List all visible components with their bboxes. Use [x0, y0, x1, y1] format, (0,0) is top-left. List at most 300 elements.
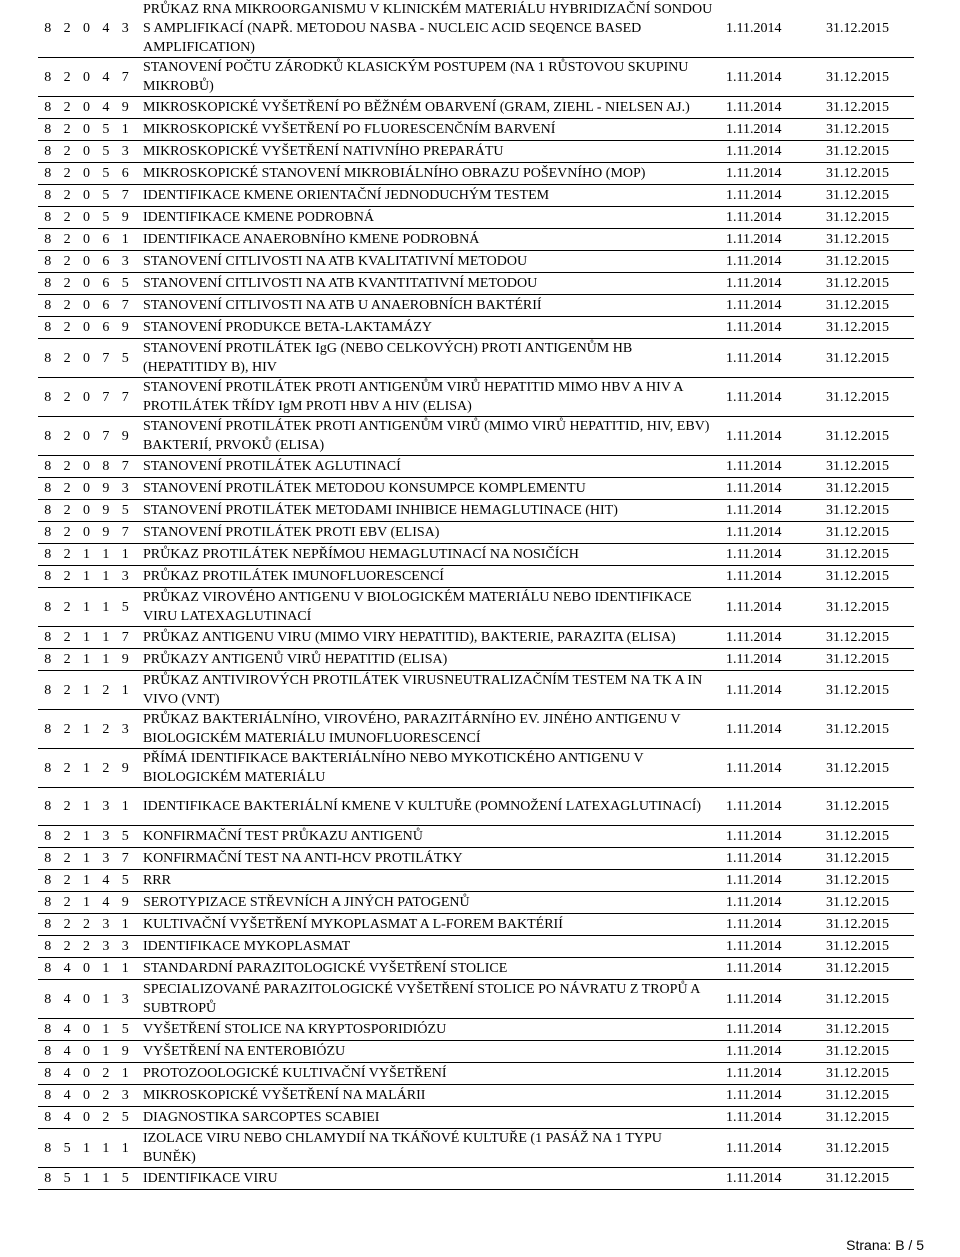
valid-to-date: 31.12.2015 [820, 378, 914, 417]
valid-from-date: 1.11.2014 [724, 1129, 820, 1168]
code-digit: 2 [96, 671, 115, 710]
table-row [38, 749, 914, 788]
code-digit: 4 [96, 870, 115, 892]
valid-from-date: 1.11.2014 [724, 58, 820, 97]
code-digit: 1 [77, 710, 96, 749]
table-row [38, 544, 914, 566]
valid-from-date: 1.11.2014 [724, 870, 820, 892]
code-digit: 2 [57, 870, 76, 892]
code-digit: 4 [96, 892, 115, 914]
code-digit: 2 [77, 936, 96, 958]
valid-from-date: 1.11.2014 [724, 339, 820, 378]
code-digit: 3 [116, 980, 135, 1019]
procedure-name: STANOVENÍ PROTILÁTEK METODAMI INHIBICE HEMAGLUTINACE (HIT) [135, 500, 724, 522]
code-digit: 5 [96, 163, 115, 185]
valid-from-date: 1.11.2014 [724, 417, 820, 456]
procedure-name: IZOLACE VIRU NEBO CHLAMYDIÍ NA TKÁŇOVÉ KULTUŘE (1 PASÁŽ NA 1 TYPU BUNĚK) [135, 1129, 724, 1168]
code-digit: 3 [96, 914, 115, 936]
procedure-name: STANOVENÍ PROTILÁTEK PROTI ANTIGENŮM VIRŮ (MIMO VIRŮ HEPATITID, HIV, EBV) BAKTERIÍ, PRVOKŮ (ELISA) [135, 417, 724, 456]
code-digit: 2 [57, 848, 76, 870]
code-digit: 0 [77, 478, 96, 500]
code-digit: 1 [116, 229, 135, 251]
code-digit: 8 [38, 649, 57, 671]
code-digit: 0 [77, 417, 96, 456]
code-digit: 1 [77, 649, 96, 671]
code-digit: 1 [77, 892, 96, 914]
valid-from-date: 1.11.2014 [724, 456, 820, 478]
code-digit: 3 [116, 936, 135, 958]
code-digit: 3 [116, 141, 135, 163]
table-row [38, 185, 914, 207]
code-digit: 1 [77, 544, 96, 566]
procedure-name: IDENTIFIKACE BAKTERIÁLNÍ KMENE V KULTUŘE (POMNOŽENÍ LATEXAGLUTINACÍ) [135, 788, 724, 826]
valid-from-date: 1.11.2014 [724, 97, 820, 119]
procedure-name: STANOVENÍ CITLIVOSTI NA ATB KVANTITATIVNÍ METODOU [135, 273, 724, 295]
valid-to-date: 31.12.2015 [820, 317, 914, 339]
code-digit: 5 [116, 339, 135, 378]
valid-from-date: 1.11.2014 [724, 788, 820, 826]
code-digit: 7 [116, 522, 135, 544]
table-row [38, 870, 914, 892]
code-digit: 0 [77, 1107, 96, 1129]
table-row [38, 251, 914, 273]
procedure-name: STANOVENÍ CITLIVOSTI NA ATB KVALITATIVNÍ METODOU [135, 251, 724, 273]
valid-from-date: 1.11.2014 [724, 522, 820, 544]
valid-to-date: 31.12.2015 [820, 892, 914, 914]
code-digit: 8 [38, 229, 57, 251]
valid-to-date: 31.12.2015 [820, 163, 914, 185]
table-row [38, 456, 914, 478]
valid-from-date: 1.11.2014 [724, 295, 820, 317]
procedure-name: MIKROSKOPICKÉ STANOVENÍ MIKROBIÁLNÍHO OBRAZU POŠEVNÍHO (MOP) [135, 163, 724, 185]
code-digit: 2 [96, 1107, 115, 1129]
valid-to-date: 31.12.2015 [820, 627, 914, 649]
code-digit: 6 [96, 295, 115, 317]
valid-to-date: 31.12.2015 [820, 97, 914, 119]
code-digit: 1 [77, 566, 96, 588]
procedure-name: MIKROSKOPICKÉ VYŠETŘENÍ PO BĚŽNÉM OBARVENÍ (GRAM, ZIEHL - NIELSEN AJ.) [135, 97, 724, 119]
code-digit: 1 [77, 627, 96, 649]
table-row [38, 788, 914, 826]
code-digit: 1 [96, 958, 115, 980]
code-digit: 0 [77, 522, 96, 544]
valid-from-date: 1.11.2014 [724, 207, 820, 229]
code-digit: 4 [57, 1085, 76, 1107]
code-digit: 8 [38, 588, 57, 627]
valid-to-date: 31.12.2015 [820, 870, 914, 892]
code-digit: 8 [96, 456, 115, 478]
valid-from-date: 1.11.2014 [724, 1019, 820, 1041]
procedure-name: MIKROSKOPICKÉ VYŠETŘENÍ NATIVNÍHO PREPARÁTU [135, 141, 724, 163]
code-digit: 4 [96, 97, 115, 119]
code-digit: 9 [96, 522, 115, 544]
code-digit: 2 [57, 295, 76, 317]
table-row [38, 58, 914, 97]
code-digit: 2 [57, 522, 76, 544]
code-digit: 2 [57, 119, 76, 141]
code-digit: 1 [116, 671, 135, 710]
code-digit: 6 [96, 317, 115, 339]
procedure-name: KONFIRMAČNÍ TEST PRŮKAZU ANTIGENŮ [135, 826, 724, 848]
table-row [38, 671, 914, 710]
code-digit: 2 [57, 566, 76, 588]
procedure-name: STANOVENÍ PRODUKCE BETA-LAKTAMÁZY [135, 317, 724, 339]
valid-to-date: 31.12.2015 [820, 544, 914, 566]
code-digit: 7 [116, 185, 135, 207]
code-digit: 2 [57, 500, 76, 522]
code-digit: 1 [116, 1129, 135, 1168]
code-digit: 9 [116, 749, 135, 788]
code-digit: 1 [77, 671, 96, 710]
procedure-name: STANOVENÍ PROTILÁTEK IgG (NEBO CELKOVÝCH) PROTI ANTIGENŮM HB (HEPATITIDY B), HIV [135, 339, 724, 378]
procedure-name: DIAGNOSTIKA SARCOPTES SCABIEI [135, 1107, 724, 1129]
table-row [38, 1085, 914, 1107]
procedure-name: IDENTIFIKACE KMENE PODROBNÁ [135, 207, 724, 229]
valid-from-date: 1.11.2014 [724, 710, 820, 749]
code-digit: 1 [96, 1041, 115, 1063]
code-digit: 7 [116, 378, 135, 417]
procedure-name: PRŮKAZY ANTIGENŮ VIRŮ HEPATITID (ELISA) [135, 649, 724, 671]
code-digit: 1 [116, 958, 135, 980]
valid-from-date: 1.11.2014 [724, 141, 820, 163]
code-digit: 2 [57, 892, 76, 914]
table-row [38, 848, 914, 870]
procedure-name: PRŮKAZ BAKTERIÁLNÍHO, VIROVÉHO, PARAZITÁRNÍHO EV. JINÉHO ANTIGENU V BIOLOGICKÉM MATERIÁLU IMUNOFLUORESCENCÍ [135, 710, 724, 749]
code-digit: 9 [116, 649, 135, 671]
code-digit: 2 [96, 1063, 115, 1085]
code-digit: 2 [96, 749, 115, 788]
table-row [38, 627, 914, 649]
code-digit: 7 [116, 848, 135, 870]
code-digit: 8 [38, 295, 57, 317]
code-digit: 9 [116, 417, 135, 456]
valid-to-date: 31.12.2015 [820, 826, 914, 848]
valid-from-date: 1.11.2014 [724, 1041, 820, 1063]
code-digit: 0 [77, 273, 96, 295]
valid-to-date: 31.12.2015 [820, 1063, 914, 1085]
code-digit: 0 [77, 163, 96, 185]
code-digit: 3 [116, 566, 135, 588]
code-digit: 0 [77, 58, 96, 97]
code-digit: 2 [57, 544, 76, 566]
code-digit: 1 [77, 588, 96, 627]
code-digit: 5 [96, 207, 115, 229]
valid-to-date: 31.12.2015 [820, 58, 914, 97]
code-digit: 0 [77, 229, 96, 251]
code-digit: 0 [77, 141, 96, 163]
code-digit: 0 [77, 500, 96, 522]
code-digit: 2 [57, 163, 76, 185]
code-digit: 2 [57, 936, 76, 958]
code-digit: 8 [38, 671, 57, 710]
valid-from-date: 1.11.2014 [724, 185, 820, 207]
code-digit: 1 [77, 788, 96, 826]
valid-to-date: 31.12.2015 [820, 339, 914, 378]
code-digit: 2 [57, 710, 76, 749]
page-footer [846, 1237, 924, 1253]
procedure-name: PRŮKAZ RNA MIKROORGANISMU V KLINICKÉM MATERIÁLU HYBRIDIZAČNÍ SONDOU S AMPLIFIKACÍ (NAPŘ. METODOU NASBA - NUCLEIC ACID SEQENCE BASED AMPLIFICATION) [135, 0, 724, 58]
valid-to-date: 31.12.2015 [820, 710, 914, 749]
code-digit: 0 [77, 119, 96, 141]
table-row [38, 914, 914, 936]
valid-to-date: 31.12.2015 [820, 522, 914, 544]
valid-to-date: 31.12.2015 [820, 478, 914, 500]
table-row [38, 1063, 914, 1085]
procedure-name: MIKROSKOPICKÉ VYŠETŘENÍ PO FLUORESCENČNÍM BARVENÍ [135, 119, 724, 141]
table-row [38, 710, 914, 749]
procedure-name: IDENTIFIKACE KMENE ORIENTAČNÍ JEDNODUCHÝM TESTEM [135, 185, 724, 207]
valid-to-date: 31.12.2015 [820, 649, 914, 671]
code-digit: 8 [38, 710, 57, 749]
procedure-name: IDENTIFIKACE VIRU [135, 1168, 724, 1190]
code-digit: 3 [116, 1085, 135, 1107]
code-digit: 8 [38, 566, 57, 588]
procedure-name: STANOVENÍ CITLIVOSTI NA ATB U ANAEROBNÍCH BAKTÉRIÍ [135, 295, 724, 317]
code-digit: 2 [57, 58, 76, 97]
procedure-name: PŘÍMÁ IDENTIFIKACE BAKTERIÁLNÍHO NEBO MYKOTICKÉHO ANTIGENU V BIOLOGICKÉM MATERIÁLU [135, 749, 724, 788]
valid-from-date: 1.11.2014 [724, 627, 820, 649]
code-digit: 5 [96, 185, 115, 207]
table-row [38, 378, 914, 417]
code-digit: 3 [116, 478, 135, 500]
code-digit: 1 [116, 1063, 135, 1085]
valid-to-date: 31.12.2015 [820, 500, 914, 522]
code-digit: 2 [57, 141, 76, 163]
code-digit: 6 [96, 251, 115, 273]
code-digit: 4 [57, 1063, 76, 1085]
code-digit: 8 [38, 185, 57, 207]
code-digit: 8 [38, 870, 57, 892]
table-row [38, 566, 914, 588]
valid-to-date: 31.12.2015 [820, 119, 914, 141]
valid-from-date: 1.11.2014 [724, 749, 820, 788]
code-digit: 3 [96, 936, 115, 958]
code-digit: 2 [96, 710, 115, 749]
code-digit: 4 [57, 1019, 76, 1041]
code-digit: 7 [96, 417, 115, 456]
code-digit: 8 [38, 522, 57, 544]
code-digit: 8 [38, 1129, 57, 1168]
page-number-label: Strana: B / 5 [846, 1237, 924, 1253]
code-digit: 0 [77, 339, 96, 378]
code-digit: 8 [38, 980, 57, 1019]
code-digit: 2 [57, 378, 76, 417]
code-digit: 5 [57, 1168, 76, 1190]
valid-to-date: 31.12.2015 [820, 141, 914, 163]
table-row [38, 141, 914, 163]
code-digit: 0 [77, 958, 96, 980]
code-digit: 1 [96, 649, 115, 671]
code-digit: 2 [57, 273, 76, 295]
code-digit: 0 [77, 0, 96, 58]
procedure-name: PROTOZOOLOGICKÉ KULTIVAČNÍ VYŠETŘENÍ [135, 1063, 724, 1085]
code-digit: 9 [96, 500, 115, 522]
code-digit: 5 [116, 1168, 135, 1190]
code-digit: 5 [116, 1019, 135, 1041]
code-digit: 8 [38, 97, 57, 119]
code-digit: 3 [116, 710, 135, 749]
code-digit: 8 [38, 1107, 57, 1129]
procedure-code-table [38, 0, 914, 1190]
valid-to-date: 31.12.2015 [820, 1019, 914, 1041]
valid-from-date: 1.11.2014 [724, 478, 820, 500]
code-digit: 8 [38, 826, 57, 848]
code-digit: 3 [96, 826, 115, 848]
valid-from-date: 1.11.2014 [724, 119, 820, 141]
table-row [38, 826, 914, 848]
code-digit: 8 [38, 1041, 57, 1063]
procedure-name: STANDARDNÍ PARAZITOLOGICKÉ VYŠETŘENÍ STOLICE [135, 958, 724, 980]
valid-from-date: 1.11.2014 [724, 317, 820, 339]
code-digit: 2 [57, 0, 76, 58]
code-digit: 8 [38, 1019, 57, 1041]
valid-to-date: 31.12.2015 [820, 1107, 914, 1129]
valid-from-date: 1.11.2014 [724, 1168, 820, 1190]
valid-to-date: 31.12.2015 [820, 749, 914, 788]
code-digit: 8 [38, 1085, 57, 1107]
table-row [38, 958, 914, 980]
valid-to-date: 31.12.2015 [820, 1085, 914, 1107]
procedure-name: IDENTIFIKACE ANAEROBNÍHO KMENE PODROBNÁ [135, 229, 724, 251]
code-digit: 8 [38, 456, 57, 478]
procedure-name: SPECIALIZOVANÉ PARAZITOLOGICKÉ VYŠETŘENÍ STOLICE PO NÁVRATU Z TROPŮ A SUBTROPŮ [135, 980, 724, 1019]
code-digit: 7 [116, 58, 135, 97]
code-digit: 2 [57, 671, 76, 710]
valid-to-date: 31.12.2015 [820, 566, 914, 588]
procedure-name: PRŮKAZ ANTIVIROVÝCH PROTILÁTEK VIRUSNEUTRALIZAČNÍM TESTEM NA TK A IN VIVO (VNT) [135, 671, 724, 710]
code-digit: 1 [96, 980, 115, 1019]
code-digit: 4 [57, 1041, 76, 1063]
code-digit: 2 [57, 417, 76, 456]
valid-to-date: 31.12.2015 [820, 788, 914, 826]
code-digit: 3 [116, 251, 135, 273]
procedure-name: STANOVENÍ POČTU ZÁRODKŮ KLASICKÝM POSTUPEM (NA 1 RŮSTOVOU SKUPINU MIKROBŮ) [135, 58, 724, 97]
code-digit: 2 [57, 317, 76, 339]
table-row [38, 295, 914, 317]
code-digit: 8 [38, 119, 57, 141]
code-digit: 5 [116, 273, 135, 295]
code-digit: 8 [38, 207, 57, 229]
code-digit: 2 [57, 339, 76, 378]
valid-to-date: 31.12.2015 [820, 588, 914, 627]
code-table-sheet [38, 0, 914, 1190]
valid-to-date: 31.12.2015 [820, 958, 914, 980]
valid-to-date: 31.12.2015 [820, 936, 914, 958]
table-row [38, 649, 914, 671]
code-digit: 1 [96, 588, 115, 627]
table-row [38, 588, 914, 627]
code-digit: 7 [116, 456, 135, 478]
code-digit: 1 [96, 544, 115, 566]
table-row [38, 522, 914, 544]
valid-to-date: 31.12.2015 [820, 848, 914, 870]
code-digit: 1 [116, 788, 135, 826]
code-digit: 6 [96, 229, 115, 251]
procedure-name: SEROTYPIZACE STŘEVNÍCH A JINÝCH PATOGENŮ [135, 892, 724, 914]
valid-to-date: 31.12.2015 [820, 185, 914, 207]
code-digit: 8 [38, 788, 57, 826]
code-digit: 2 [77, 914, 96, 936]
code-digit: 7 [116, 627, 135, 649]
code-digit: 5 [57, 1129, 76, 1168]
valid-from-date: 1.11.2014 [724, 936, 820, 958]
table-row [38, 1129, 914, 1168]
procedure-name: RRR [135, 870, 724, 892]
table-row [38, 163, 914, 185]
code-digit: 1 [77, 1129, 96, 1168]
code-digit: 1 [77, 1168, 96, 1190]
code-digit: 0 [77, 1063, 96, 1085]
procedure-name: VYŠETŘENÍ NA ENTEROBIÓZU [135, 1041, 724, 1063]
procedure-name: KULTIVAČNÍ VYŠETŘENÍ MYKOPLASMAT A L-FOREM BAKTÉRIÍ [135, 914, 724, 936]
code-digit: 5 [116, 826, 135, 848]
procedure-name: PRŮKAZ PROTILÁTEK NEPŘÍMOU HEMAGLUTINACÍ NA NOSIČÍCH [135, 544, 724, 566]
valid-to-date: 31.12.2015 [820, 1168, 914, 1190]
code-digit: 4 [57, 1107, 76, 1129]
valid-to-date: 31.12.2015 [820, 671, 914, 710]
code-digit: 2 [57, 914, 76, 936]
table-row [38, 229, 914, 251]
table-row [38, 1107, 914, 1129]
code-digit: 8 [38, 749, 57, 788]
code-digit: 2 [57, 788, 76, 826]
table-row [38, 1168, 914, 1190]
code-digit: 1 [77, 826, 96, 848]
code-digit: 8 [38, 627, 57, 649]
code-digit: 4 [96, 58, 115, 97]
code-digit: 8 [38, 58, 57, 97]
table-row [38, 936, 914, 958]
code-digit: 1 [116, 544, 135, 566]
table-row [38, 478, 914, 500]
valid-to-date: 31.12.2015 [820, 251, 914, 273]
table-row [38, 119, 914, 141]
valid-from-date: 1.11.2014 [724, 500, 820, 522]
valid-from-date: 1.11.2014 [724, 588, 820, 627]
procedure-name: KONFIRMAČNÍ TEST NA ANTI-HCV PROTILÁTKY [135, 848, 724, 870]
valid-to-date: 31.12.2015 [820, 1041, 914, 1063]
table-row [38, 273, 914, 295]
procedure-name: STANOVENÍ PROTILÁTEK AGLUTINACÍ [135, 456, 724, 478]
procedure-name: STANOVENÍ PROTILÁTEK METODOU KONSUMPCE KOMPLEMENTU [135, 478, 724, 500]
valid-from-date: 1.11.2014 [724, 0, 820, 58]
code-digit: 1 [96, 1019, 115, 1041]
code-digit: 0 [77, 1019, 96, 1041]
code-digit: 7 [96, 339, 115, 378]
code-digit: 0 [77, 251, 96, 273]
code-digit: 1 [77, 749, 96, 788]
code-digit: 1 [116, 119, 135, 141]
procedure-name: MIKROSKOPICKÉ VYŠETŘENÍ NA MALÁRII [135, 1085, 724, 1107]
code-digit: 1 [96, 566, 115, 588]
code-digit: 0 [77, 317, 96, 339]
code-digit: 8 [38, 141, 57, 163]
table-row [38, 1019, 914, 1041]
procedure-name: STANOVENÍ PROTILÁTEK PROTI EBV (ELISA) [135, 522, 724, 544]
valid-from-date: 1.11.2014 [724, 826, 820, 848]
valid-to-date: 31.12.2015 [820, 229, 914, 251]
valid-to-date: 31.12.2015 [820, 914, 914, 936]
procedure-name: PRŮKAZ ANTIGENU VIRU (MIMO VIRY HEPATITID), BAKTERIE, PARAZITA (ELISA) [135, 627, 724, 649]
code-digit: 1 [116, 914, 135, 936]
table-row [38, 500, 914, 522]
code-digit: 9 [116, 97, 135, 119]
code-digit: 8 [38, 163, 57, 185]
code-digit: 5 [116, 588, 135, 627]
code-digit: 2 [57, 251, 76, 273]
code-digit: 3 [96, 788, 115, 826]
code-digit: 8 [38, 1063, 57, 1085]
